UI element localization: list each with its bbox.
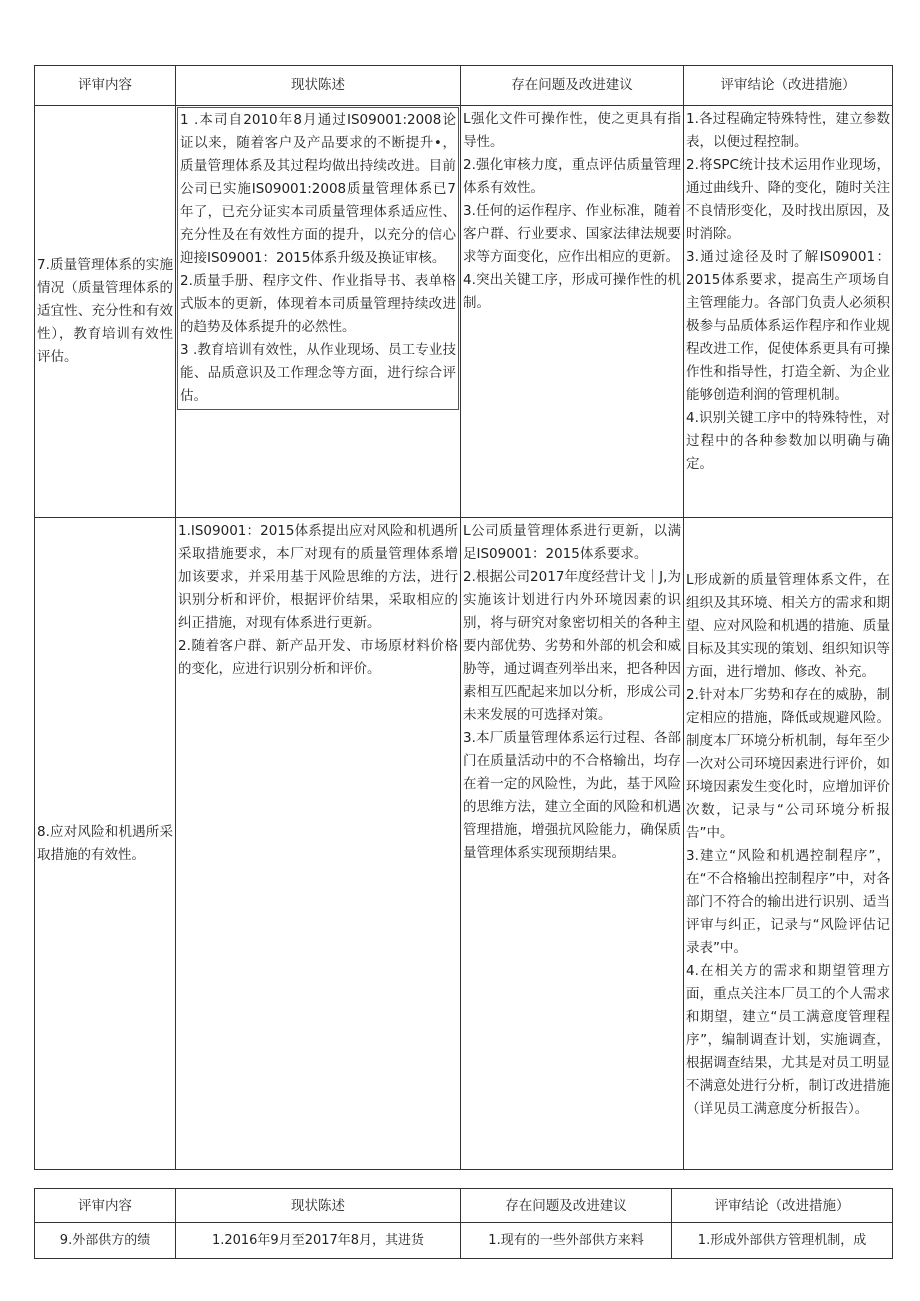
conclusion-7-paragraph-4: 4.识别关键工序中的特殊特性，对过程中的各种参数加以明确与确定。: [686, 410, 890, 472]
status-8-paragraph-2: 2.随着客户群、新产品开发、市场原材料价格的变化，应进行识别分析和评价。: [178, 638, 458, 677]
issues-item-9: 1.现有的一些外部供方来料: [461, 1223, 672, 1259]
header-conclusion: 评审结论（改进措施）: [684, 66, 893, 106]
table2-header-issues: 存在问题及改进建议: [461, 1189, 672, 1223]
review-item-7-text: 7.质量管理体系的实施情况（质量管理体系的适宜性、充分性和有效性），教育培训有效性评估。: [37, 257, 173, 365]
table2-header-row: [35, 1189, 893, 1223]
review-item-7: [35, 106, 176, 518]
issues-8-paragraph-1: L公司质量管理体系进行更新，以满足IS09001：2015体系要求。: [463, 523, 681, 562]
conclusion-item-9: 1.形成外部供方管理机制，成: [672, 1223, 893, 1259]
status-7-paragraph-1: 1 .本司自2010年8月通过IS09001:2008论证以来，随着客户及产品要求的不断提升•，质量管理体系及其过程均做出持续改进。目前公司已实施IS09001:2008质量管理体系已7年了，已充分证实本司质量管理体系适应性、充分性及在有效性方面的提升，以充分的信心迎接IS09001：2015体系升级及换证审核。: [180, 112, 456, 266]
table2-header-conclusion: 评审结论（改进措施）: [672, 1189, 893, 1223]
conclusion-item-7: [684, 106, 893, 518]
table2-row-item-9: [35, 1223, 893, 1259]
table-row-item-7: [35, 106, 893, 518]
header-status: 现状陈述: [176, 66, 461, 106]
conclusion-7-paragraph-1: 1.各过程确定特殊特性，建立参数表，以便过程控制。: [686, 111, 890, 150]
status-item-8: [176, 518, 461, 1170]
conclusion-8-paragraph-1: L形成新的质量管理体系文件，在组织及其环境、相关方的需求和期望、应对风险和机遇的措施、质量目标及其实现的策划、组织知识等方面，进行增加、修改、补充。: [686, 571, 890, 680]
header-issues: 存在问题及改进建议: [461, 66, 684, 106]
issues-7-paragraph-3: 3.任何的运作程序、作业标准，随着客户群、行业要求、国家法律法规要求等方面变化，应作出相应的更新。: [463, 203, 681, 265]
review-item-8-text: 8.应对风险和机遇所采取措施的有效性。: [37, 823, 173, 863]
table2-header-review-item: 评审内容: [35, 1189, 176, 1223]
issues-7-paragraph-4: 4.突出关键工序，形成可操作性的机制。: [463, 272, 681, 311]
review-table-1: [34, 65, 893, 1170]
issues-item-7: [461, 106, 684, 518]
conclusion-item-8: [684, 518, 893, 1170]
issues-8-paragraph-3: 3.本厂质量管理体系运行过程、各部门在质量活动中的不合格输出，均存在着一定的风险性，为此，基于风险的思维方法，建立全面的风险和机遇管理措施，增强抗风险能力，确保质量管理体系实现预期结果。: [463, 730, 681, 861]
conclusion-8-paragraph-3: 3.建立“风险和机遇控制程序”，在“不合格输出控制程序”中，对各部门不符合的输出进行识别、适当评审与纠正，记录与“风险评估记录表”中。: [686, 847, 890, 956]
status-8-paragraph-1: 1.IS09001：2015体系提出应对风险和机遇所采取措施要求，本厂对现有的质量管理体系增加该要求，并采用基于风险思维的方法，进行识别分析和评价，根据评价结果，采取相应的纠正措施，对现有体系进行更新。: [178, 523, 458, 631]
issues-7-paragraph-1: L强化文件可操作性，使之更具有指导性。: [463, 111, 681, 150]
issues-8-paragraph-2: 2.根据公司2017年度经营计戈｜J,为实施该计划进行内外环境因素的识别，将与研究对象密切相关的各种主要内部优势、劣势和外部的机会和威胁等，通过调查列举出来，把各种因素相互匹配起来加以分析，形成公司未来发展的可选择对策。: [463, 569, 681, 723]
status-item-9: 1.2016年9月至2017年8月，其进货: [176, 1223, 461, 1259]
conclusion-8-paragraph-2: 2.针对本厂劣势和存在的威胁，制定相应的措施，降低或规避风险。制度本厂环境分析机制，每年至少一次对公司环境因素进行评价，如环境因素发生变化时，应增加评价次数，记录与“公司环境分析报告”中。: [686, 686, 890, 841]
table-row-item-8: [35, 518, 893, 1170]
status-7-paragraph-2: 2.质量手册、程序文件、作业指导书、表单格式版本的更新，体现着本司质量管理持续改进的趋势及体系提升的必然性。: [180, 273, 456, 335]
status-item-7: [176, 106, 461, 518]
issues-item-8: [461, 518, 684, 1170]
conclusion-7-paragraph-3: 3.通过途径及时了解IS09001：2015体系要求，提高生产项场自主管理能力。各部门负责人必须积极参与品质体系运作程序和作业规程改进工作，促使体系更具有可操作性和指导性，打造全新、为企业能够创造利润的管理机制。: [686, 249, 890, 403]
table-header-row: [35, 66, 893, 106]
table2-header-status: 现状陈述: [176, 1189, 461, 1223]
review-item-8: [35, 518, 176, 1170]
review-table-2: [34, 1188, 893, 1259]
header-review-item: 评审内容: [35, 66, 176, 106]
status-7-paragraph-3: 3 .教育培训有效性，从作业现场、员工专业技能、品质意识及工作理念等方面，进行综合评估。: [180, 342, 456, 404]
conclusion-8-paragraph-4: 4.在相关方的需求和期望管理方面，重点关注本厂员工的个人需求和期望，建立“员工满意度管理程序”，编制调查计划，实施调查，根据调查结果，尤其是对员工明显不满意处进行分析，制订改进措施（详见员工满意度分析报告）。: [686, 962, 890, 1117]
conclusion-7-paragraph-2: 2.将SPC统计技术运用作业现场，通过曲线升、降的变化，随时关注不良情形变化，及时找出原因，及时消除。: [686, 157, 890, 242]
review-item-9: 9.外部供方的绩: [35, 1223, 176, 1259]
issues-7-paragraph-2: 2.强化审核力度，重点评估质量管理体系有效性。: [463, 157, 681, 196]
